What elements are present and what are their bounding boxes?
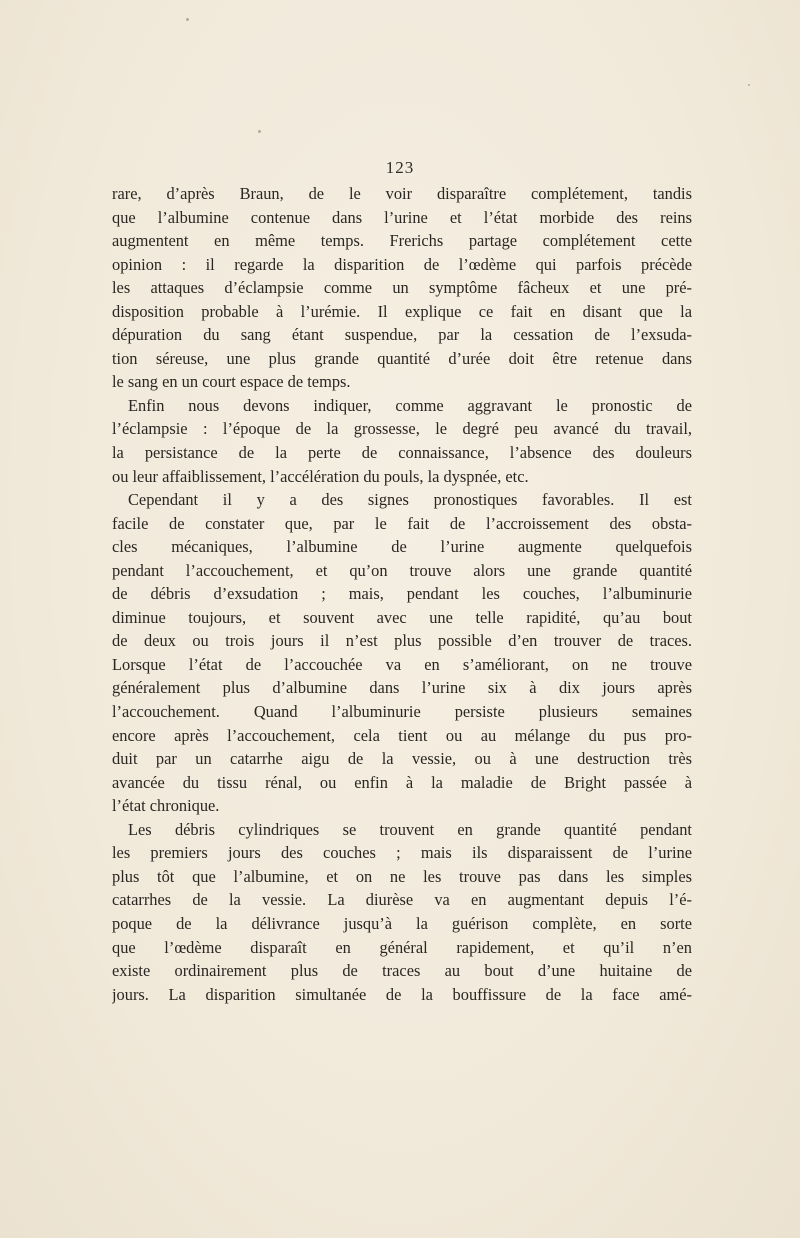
text-line: opinion : il regarde la disparition de l’œdème qui parfois précède	[112, 254, 692, 274]
text-line: les attaques d’éclampsie comme un symptôme fâcheux et une pré-	[112, 278, 692, 298]
text-line: de deux ou trois jours il n’est plus possible d’en trouver de traces.	[112, 631, 692, 651]
text-line: duit par un catarrhe aigu de la vessie, ou à une destruction très	[112, 749, 692, 769]
text-line: catarrhes de la vessie. La diurèse va en augmentant depuis l’é-	[112, 890, 692, 910]
text-line: Enfin nous devons indiquer, comme aggravant le pronostic de	[128, 395, 692, 415]
text-line: jours. La disparition simultanée de la bouffissure de la face amé-	[112, 984, 692, 1004]
text-line: tion séreuse, une plus grande quantité d’urée doit être retenue dans	[112, 348, 692, 368]
text-line: l’éclampsie : l’époque de la grossesse, le degré peu avancé du travail,	[112, 419, 692, 439]
text-line: augmentent en même temps. Frerichs partage complétement cette	[112, 231, 692, 251]
text-line: cles mécaniques, l’albumine de l’urine augmente quelquefois	[112, 537, 692, 557]
text-line: avancée du tissu rénal, ou enfin à la maladie de Bright passée à	[112, 772, 692, 792]
text-line: diminue toujours, et souvent avec une telle rapidité, qu’au bout	[112, 607, 692, 627]
text-line: que l’albumine contenue dans l’urine et l’état morbide des reins	[112, 207, 692, 227]
text-line: la persistance de la perte de connaissance, l’absence des douleurs	[112, 443, 692, 463]
text-line: encore après l’accouchement, cela tient ou au mélange du pus pro-	[112, 725, 692, 745]
text-line: Cependant il y a des signes pronostiques favorables. Il est	[128, 490, 692, 510]
text-line: disposition probable à l’urémie. Il explique ce fait en disant que la	[112, 301, 692, 321]
text-line: rare, d’après Braun, de le voir disparaître complétement, tandis	[112, 184, 692, 203]
text-line: de débris d’exsudation ; mais, pendant les couches, l’albuminurie	[112, 584, 692, 604]
text-line: plus tôt que l’albumine, et on ne les trouve pas dans les simples	[112, 866, 692, 886]
text-line: le sang en un court espace de temps.	[112, 372, 351, 392]
body-text	[112, 182, 692, 1006]
paper-speck	[748, 84, 750, 86]
text-line: Les débris cylindriques se trouvent en grande quantité pendant	[128, 819, 692, 839]
text-line: l’accouchement. Quand l’albuminurie persiste plusieurs semaines	[112, 702, 692, 722]
text-line: poque de la délivrance jusqu’à la guérison complète, en sorte	[112, 913, 692, 933]
text-line: généralement plus d’albumine dans l’urine six à dix jours après	[112, 678, 692, 698]
text-line: existe ordinairement plus de traces au bout d’une huitaine de	[112, 961, 692, 981]
text-line: pendant l’accouchement, et qu’on trouve alors une grande quantité	[112, 560, 692, 580]
paper-speck	[186, 18, 189, 21]
text-line: les premiers jours des couches ; mais ils disparaissent de l’urine	[112, 843, 692, 863]
text-line: Lorsque l’état de l’accouchée va en s’améliorant, on ne trouve	[112, 654, 692, 674]
paper-speck	[258, 130, 261, 133]
text-line: l’état chronique.	[112, 796, 220, 816]
text-line: ou leur affaiblissement, l’accélération du pouls, la dyspnée, etc.	[112, 466, 529, 486]
text-line: facile de constater que, par le fait de l’accroissement des obsta-	[112, 513, 692, 533]
text-line: que l’œdème disparaît en général rapidement, et qu’il n’en	[112, 937, 692, 957]
text-line: dépuration du sang étant suspendue, par la cessation de l’exsuda-	[112, 325, 692, 345]
page-number: 123	[385, 158, 415, 177]
